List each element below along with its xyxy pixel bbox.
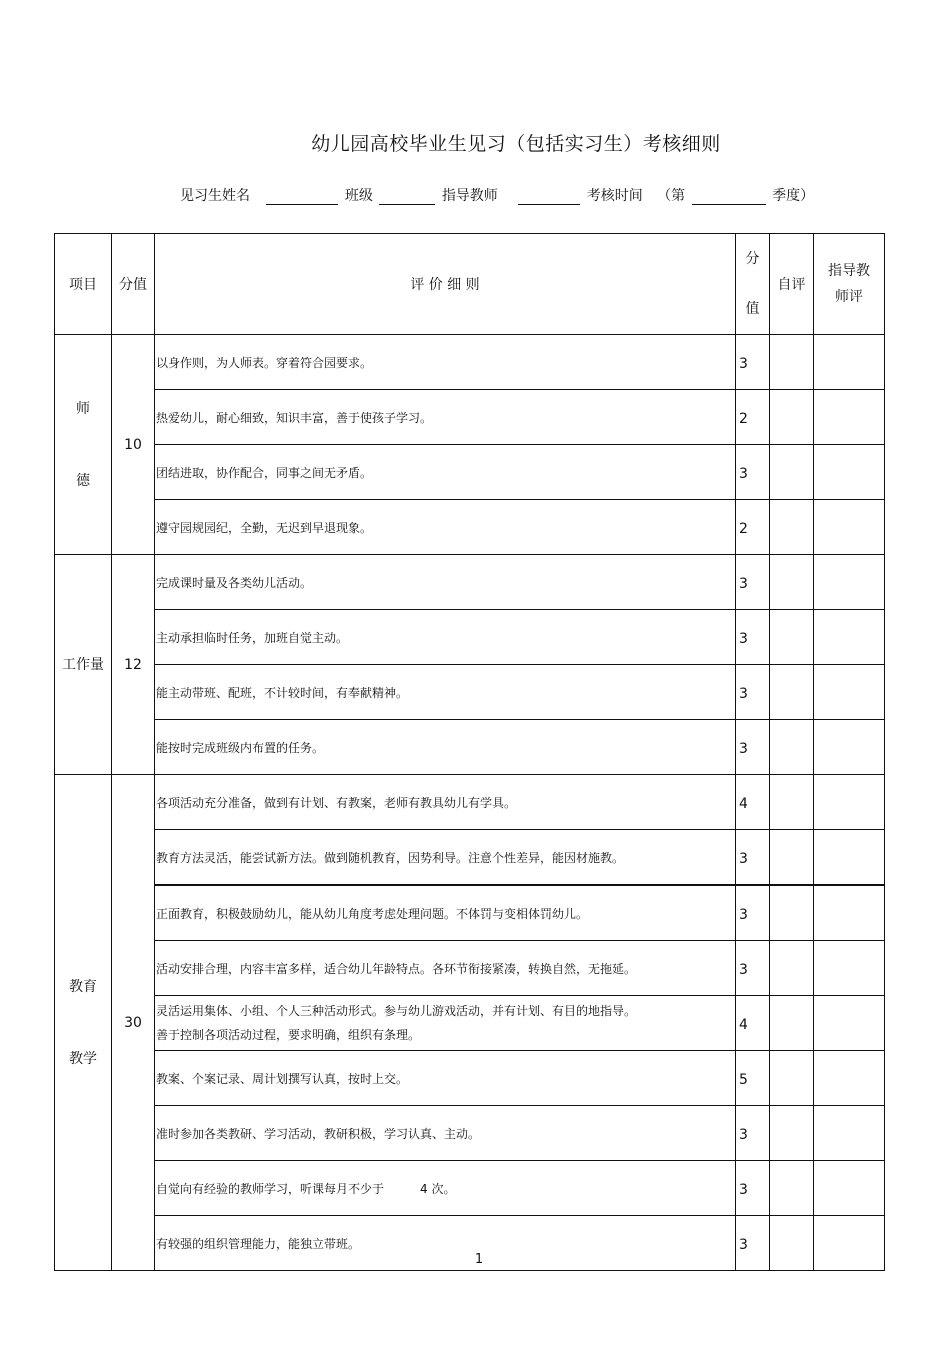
page-title: 幼儿园高校毕业生见习（包括实习生）考核细则 bbox=[311, 133, 721, 155]
teacher-eval-cell[interactable] bbox=[814, 1106, 885, 1161]
self-eval-cell[interactable] bbox=[770, 830, 814, 886]
section-item-teaching bbox=[55, 775, 112, 1271]
section-score: 30 bbox=[112, 775, 155, 1271]
criteria-text: 主动承担临时任务，加班自觉主动。 bbox=[155, 610, 736, 665]
table-row bbox=[55, 610, 885, 665]
criteria-points: 3 bbox=[736, 830, 770, 886]
self-eval-cell[interactable] bbox=[770, 500, 814, 555]
class-label: 班级 bbox=[344, 188, 373, 204]
criteria-text: 有较强的组织管理能力，能独立带班。 bbox=[155, 1216, 736, 1271]
student-info-line bbox=[180, 185, 814, 205]
section-score: 12 bbox=[112, 555, 155, 775]
criteria-text: 团结进取，协作配合，同事之间无矛盾。 bbox=[155, 445, 736, 500]
teacher-eval-cell[interactable] bbox=[814, 610, 885, 665]
table-row bbox=[55, 996, 885, 1051]
teacher-eval-cell[interactable] bbox=[814, 1161, 885, 1216]
criteria-points: 4 bbox=[736, 996, 770, 1051]
header-teacher-eval-line1: 指导教 bbox=[828, 263, 870, 279]
criteria-points: 3 bbox=[736, 665, 770, 720]
table-row bbox=[55, 1106, 885, 1161]
teacher-eval-cell[interactable] bbox=[814, 335, 885, 390]
criteria-points: 5 bbox=[736, 1051, 770, 1106]
criteria-text: 各项活动充分准备，做到有计划、有教案，老师有教具幼儿有学具。 bbox=[155, 775, 736, 830]
teacher-eval-cell[interactable] bbox=[814, 500, 885, 555]
self-eval-cell[interactable] bbox=[770, 941, 814, 996]
criteria-text: 自觉向有经验的教师学习，听课每月不少于 4 次。 bbox=[155, 1161, 736, 1216]
teacher-eval-cell[interactable] bbox=[814, 941, 885, 996]
self-eval-cell[interactable] bbox=[770, 610, 814, 665]
page-number: 1 bbox=[474, 1252, 484, 1267]
table-row bbox=[55, 390, 885, 445]
self-eval-cell[interactable] bbox=[770, 555, 814, 610]
criteria-text-line2: 善于控制各项活动过程，要求明确，组织有条理。 bbox=[156, 1028, 421, 1042]
header-points-line1: 分 bbox=[745, 251, 760, 267]
table-row bbox=[55, 500, 885, 555]
quarter-prefix: （第 bbox=[657, 188, 686, 204]
table-row bbox=[55, 1051, 885, 1106]
table-row bbox=[55, 445, 885, 500]
teacher-eval-cell[interactable] bbox=[814, 775, 885, 830]
self-eval-cell[interactable] bbox=[770, 720, 814, 775]
header-points bbox=[736, 234, 770, 335]
section-item-line2: 教学 bbox=[69, 1050, 97, 1067]
criteria-points: 4 bbox=[736, 775, 770, 830]
teacher-eval-cell[interactable] bbox=[814, 996, 885, 1051]
assessment-table bbox=[54, 233, 885, 1271]
criteria-points: 3 bbox=[736, 610, 770, 665]
criteria-points: 2 bbox=[736, 390, 770, 445]
criteria-points: 3 bbox=[736, 335, 770, 390]
section-item-line1: 教育 bbox=[69, 978, 97, 995]
self-eval-cell[interactable] bbox=[770, 996, 814, 1051]
criteria-text: 以身作则，为人师表。穿着符合园要求。 bbox=[155, 335, 736, 390]
criteria-points: 3 bbox=[736, 1216, 770, 1271]
quarter-suffix: 季度） bbox=[772, 188, 815, 204]
class-blank[interactable] bbox=[379, 188, 435, 205]
table-row bbox=[55, 775, 885, 830]
header-points-line2: 值 bbox=[745, 301, 760, 317]
criteria-text: 活动安排合理，内容丰富多样，适合幼儿年龄特点。各环节衔接紧凑，转换自然，无拖延。 bbox=[155, 941, 736, 996]
table-row bbox=[55, 555, 885, 610]
header-teacher-eval-line2: 师评 bbox=[835, 289, 863, 305]
criteria-points: 3 bbox=[736, 1106, 770, 1161]
table-row bbox=[55, 941, 885, 996]
table-row bbox=[55, 830, 885, 886]
criteria-text bbox=[155, 996, 736, 1051]
teacher-eval-cell[interactable] bbox=[814, 665, 885, 720]
header-item: 项目 bbox=[55, 234, 112, 335]
criteria-text: 遵守园规园纪，全勤，无迟到早退现象。 bbox=[155, 500, 736, 555]
header-score: 分值 bbox=[112, 234, 155, 335]
criteria-text: 正面教育，积极鼓励幼儿，能从幼儿角度考虑处理问题。不体罚与变相体罚幼儿。 bbox=[155, 885, 736, 941]
self-eval-cell[interactable] bbox=[770, 775, 814, 830]
criteria-points: 3 bbox=[736, 941, 770, 996]
section-item-line2: 德 bbox=[76, 472, 90, 489]
teacher-eval-cell[interactable] bbox=[814, 720, 885, 775]
student-name-blank[interactable] bbox=[266, 188, 338, 205]
self-eval-cell[interactable] bbox=[770, 665, 814, 720]
criteria-points: 2 bbox=[736, 500, 770, 555]
self-eval-cell[interactable] bbox=[770, 885, 814, 941]
criteria-text: 能主动带班、配班，不计较时间，有奉献精神。 bbox=[155, 665, 736, 720]
teacher-eval-cell[interactable] bbox=[814, 555, 885, 610]
teacher-eval-cell[interactable] bbox=[814, 830, 885, 886]
header-teacher-eval bbox=[814, 234, 885, 335]
criteria-points: 3 bbox=[736, 555, 770, 610]
quarter-blank[interactable] bbox=[692, 188, 766, 205]
table-header-row bbox=[55, 234, 885, 335]
self-eval-cell[interactable] bbox=[770, 1051, 814, 1106]
teacher-blank[interactable] bbox=[518, 188, 580, 205]
criteria-points: 3 bbox=[736, 885, 770, 941]
section-score: 10 bbox=[112, 335, 155, 555]
section-item-line1: 师 bbox=[76, 400, 90, 417]
table-row bbox=[55, 1161, 885, 1216]
time-label: 考核时间 bbox=[586, 188, 643, 204]
criteria-text: 完成课时量及各类幼儿活动。 bbox=[155, 555, 736, 610]
teacher-eval-cell[interactable] bbox=[814, 885, 885, 941]
teacher-eval-cell[interactable] bbox=[814, 390, 885, 445]
section-item-workload: 工作量 bbox=[55, 555, 112, 775]
criteria-text: 准时参加各类教研、学习活动，教研积极，学习认真、主动。 bbox=[155, 1106, 736, 1161]
teacher-eval-cell[interactable] bbox=[814, 1051, 885, 1106]
self-eval-cell[interactable] bbox=[770, 445, 814, 500]
criteria-text-line1: 灵活运用集体、小组、个人三种活动形式。参与幼儿游戏活动，并有计划、有目的地指导。 bbox=[156, 1004, 637, 1018]
student-name-label: 见习生姓名 bbox=[180, 188, 250, 204]
criteria-text: 热爱幼儿，耐心细致，知识丰富，善于使孩子学习。 bbox=[155, 390, 736, 445]
table-row bbox=[55, 720, 885, 775]
self-eval-cell[interactable] bbox=[770, 335, 814, 390]
header-criteria: 评 价 细 则 bbox=[155, 234, 736, 335]
self-eval-cell[interactable] bbox=[770, 390, 814, 445]
self-eval-cell[interactable] bbox=[770, 1106, 814, 1161]
header-self-eval: 自评 bbox=[770, 234, 814, 335]
table-row bbox=[55, 885, 885, 941]
section-item-ethics bbox=[55, 335, 112, 555]
criteria-text: 教育方法灵活，能尝试新方法。做到随机教育，因势利导。注意个性差异，能因材施教。 bbox=[155, 830, 736, 886]
criteria-points: 3 bbox=[736, 720, 770, 775]
criteria-points: 3 bbox=[736, 1161, 770, 1216]
table-row bbox=[55, 665, 885, 720]
criteria-text: 教案、个案记录、周计划撰写认真，按时上交。 bbox=[155, 1051, 736, 1106]
table-row bbox=[55, 335, 885, 390]
self-eval-cell[interactable] bbox=[770, 1161, 814, 1216]
teacher-label: 指导教师 bbox=[441, 188, 498, 204]
teacher-eval-cell[interactable] bbox=[814, 445, 885, 500]
criteria-points: 3 bbox=[736, 445, 770, 500]
criteria-text: 能按时完成班级内布置的任务。 bbox=[155, 720, 736, 775]
